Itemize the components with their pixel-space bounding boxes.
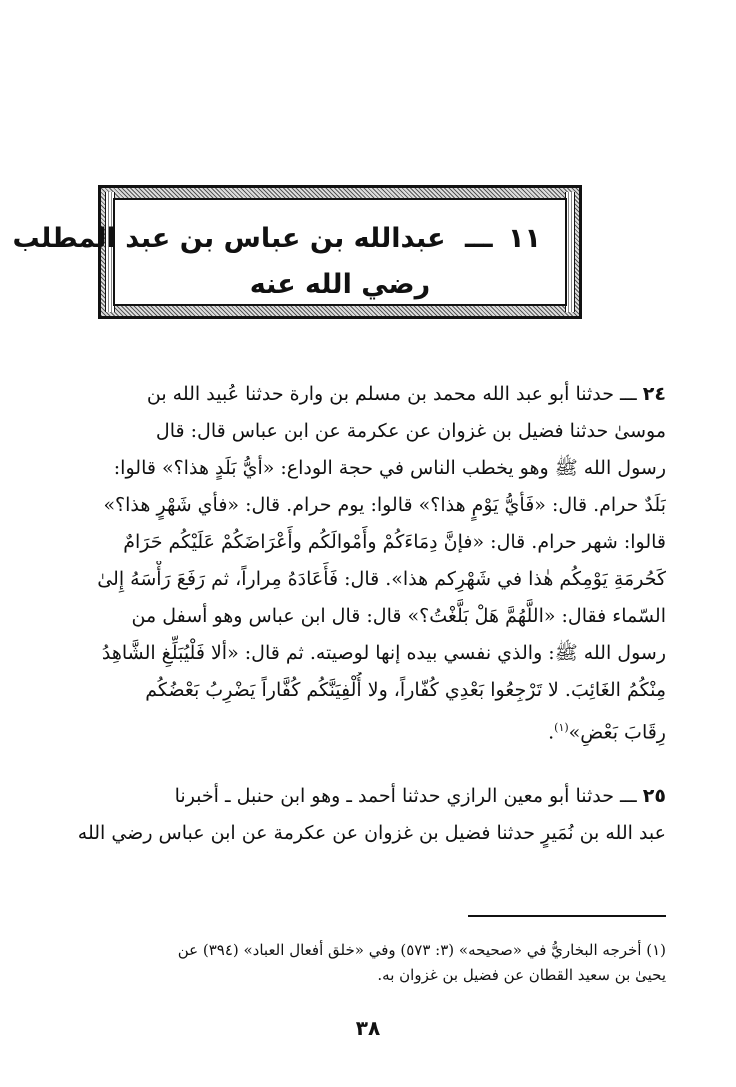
hadith-24-line-2: موسىٰ حدثنا فضيل بن غزوان عن عكرمة عن ابن عباس قال: قال (155, 420, 666, 442)
chapter-number: ١١ (508, 223, 541, 254)
footnote-line-2: يحيىٰ بن سعيد القطان عن فضيل بن غزوان به. (377, 966, 666, 984)
chapter-title-line-2: رضي الله عنه (249, 269, 431, 300)
hadith-24-line-4: بَلَدٌ حرام. قال: «فَأيُّ يَوْمٍ هذا؟» قالوا: يوم حرام. قال: «فأي شَهْرٍ هذا؟» (103, 494, 666, 516)
hadith-24-line-3: رسول الله ﷺ وهو يخطب الناس في حجة الوداع: «أيُّ بَلَدٍ هذا؟» قالوا: (113, 457, 666, 479)
hadith-24-line-9: مِنْكُمُ الغَائِبَ. لا تَرْجِعُوا بَعْدِي كُفّاراً، ولا أُلْفِيَنَّكُم كُفَّاراً يَضْرِبُ بَعْضُكُم (145, 679, 666, 701)
footnote-line-1: (١) أخرجه البخاريُّ في «صحيحه» (٣: ٥٧٣) وفي «خلق أفعال العباد» (٣٩٤) عن (177, 941, 666, 959)
chapter-title-line-1 (12, 216, 541, 262)
hadith-24-line-6: كَحُرمَةِ يَوْمِكُم هٰذا في شَهْرِكم هذا». قال: فَأَعَادَهُ مِراراً، ثم رَفَعَ رَأْسَهُ إِلىٰ (97, 568, 666, 590)
hadith-24-end-mark: . (548, 721, 555, 744)
page-number: ٣٨ (355, 1016, 381, 1040)
hadith-25-dash: ـــ (620, 785, 637, 807)
hadith-24-last-text: رِقَابَ بَعْضٍ» (568, 721, 666, 744)
chapter-title-frame (12, 185, 582, 319)
hadith-24-paragraph (76, 376, 666, 746)
hadith-24-line-8: رسول الله ﷺ: والذي نفسي بيده إنها لوصيته. ثم قال: «ألا فَلْيُبَلِّغِ الشَّاهِدُ (101, 642, 666, 664)
footnote (76, 938, 666, 988)
chapter-dash: ـــ (464, 223, 493, 254)
hadith-25-line-1-text: حدثنا أبو معين الرازي حدثنا أحمد ـ وهو ابن حنبل ـ أخبرنا (174, 785, 614, 807)
hadith-25-paragraph (76, 778, 666, 852)
hadith-24-line-5: قالوا: شهر حرام. قال: «فإنَّ دِمَاءَكُمْ وأَمْوالَكُم وأَعْرَاضَكُمْ عَلَيْكُم حَرَامٌ (123, 531, 666, 553)
hadith-24-line-1-text: حدثنا أبو عبد الله محمد بن مسلم بن وارة حدثنا عُبيد الله بن (146, 383, 614, 405)
hadith-24-number: ٢٤ (642, 383, 666, 405)
chapter-title (12, 216, 541, 308)
hadith-25-number: ٢٥ (642, 785, 666, 807)
footnote-reference: (١) (554, 721, 569, 734)
chapter-title-box (12, 198, 567, 306)
hadith-25-line-1 (76, 778, 666, 815)
hadith-24-dash: ـــ (620, 383, 637, 405)
hadith-24-line-7: السّماء فقال: «اللَّهُمَّ هَلْ بَلَّغْتُ؟» قال: قال ابن عباس وهو أسفل من (131, 605, 666, 627)
hadith-24-line-1 (76, 376, 666, 413)
hadith-25-line-2: عبد الله بن نُمَيرٍ حدثنا فضيل بن غزوان عن عكرمة عن ابن عباس رضي الله (77, 822, 666, 844)
chapter-name: عبدالله بن عباس بن عبد المطلب (12, 223, 446, 254)
footnote-separator (468, 915, 666, 917)
hadith-24-line-10 (76, 709, 666, 746)
